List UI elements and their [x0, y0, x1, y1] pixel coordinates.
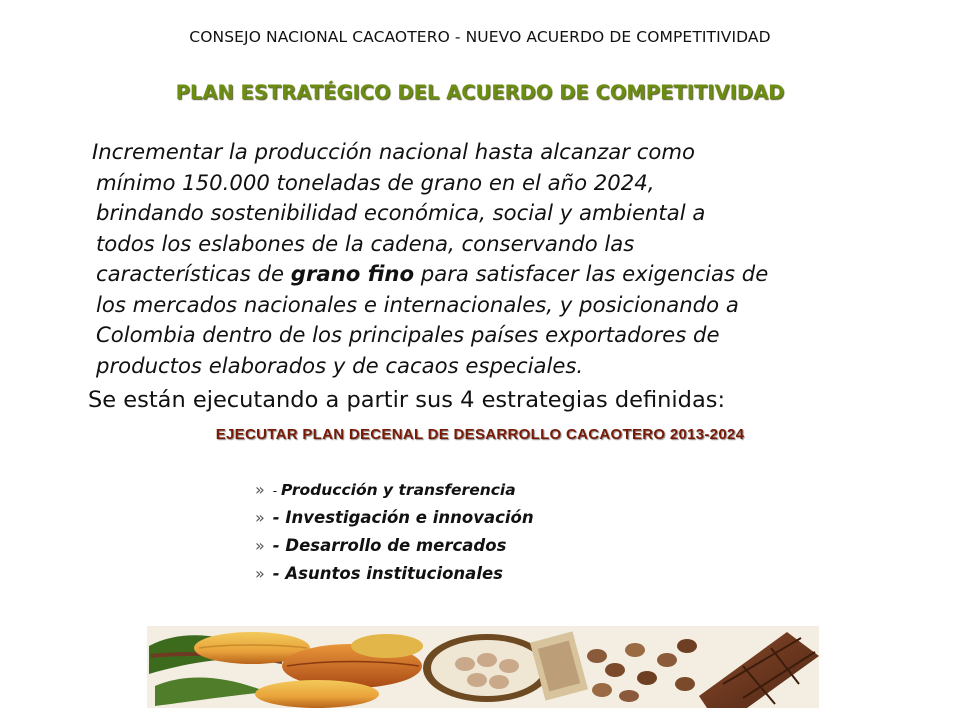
- intro-line-8: productos elaborados y de cacaos especiales.: [96, 352, 584, 378]
- strategy-label: Investigación e innovación: [285, 508, 534, 527]
- strategy-label: Producción y transferencia: [280, 481, 516, 499]
- strategy-item-mercados: [255, 532, 534, 560]
- intro-line-3: brindando sostenibilidad económica, social y ambiental a: [96, 200, 706, 225]
- strategies-intro: Se están ejecutando a partir sus 4 estrategias definidas:: [88, 387, 726, 413]
- cacao-banner-image: [147, 626, 819, 708]
- intro-line-1: Incrementar la producción nacional hasta alcanzar como: [92, 139, 695, 164]
- strategy-list: [255, 476, 534, 588]
- intro-line-5-end: para satisfacer las exigencias de: [414, 261, 769, 286]
- intro-line-4: todos los eslabones de la cadena, conservando las: [96, 230, 635, 256]
- strategy-label: Asuntos institucionales: [285, 564, 503, 583]
- intro-line-5-start: características de: [96, 261, 291, 286]
- strategy-item-produccion: [255, 476, 534, 504]
- intro-paragraph: [92, 137, 912, 381]
- strategy-label: Desarrollo de mercados: [285, 536, 507, 555]
- bullet-dash: -: [272, 508, 286, 527]
- intro-line-7: Colombia dentro de los principales países exportadores de: [96, 322, 720, 347]
- strategy-item-institucionales: [255, 560, 534, 588]
- slide-title: PLAN ESTRATÉGICO DEL ACUERDO DE COMPETITIVIDAD: [175, 81, 785, 104]
- bullet-marker: »: [255, 508, 265, 527]
- bullet-marker: »: [255, 564, 265, 583]
- intro-line-2: mínimo 150.000 toneladas de grano en el año 2024,: [96, 169, 655, 195]
- bullet-dash: -: [272, 564, 286, 583]
- bullet-marker: »: [255, 480, 265, 499]
- slide-header: CONSEJO NACIONAL CACAOTERO - NUEVO ACUERDO DE COMPETITIVIDAD: [189, 28, 771, 46]
- plan-heading: EJECUTAR PLAN DECENAL DE DESARROLLO CACAOTERO 2013-2024: [215, 426, 745, 443]
- bullet-dash: -: [272, 484, 281, 498]
- intro-line-6: los mercados nacionales e internacionales, y posicionando a: [96, 291, 739, 317]
- intro-line-5: [92, 259, 912, 290]
- bullet-dash: -: [272, 536, 286, 555]
- bullet-marker: »: [255, 536, 265, 555]
- grano-fino-emphasis: grano fino: [290, 261, 415, 286]
- strategy-item-investigacion: [255, 504, 534, 532]
